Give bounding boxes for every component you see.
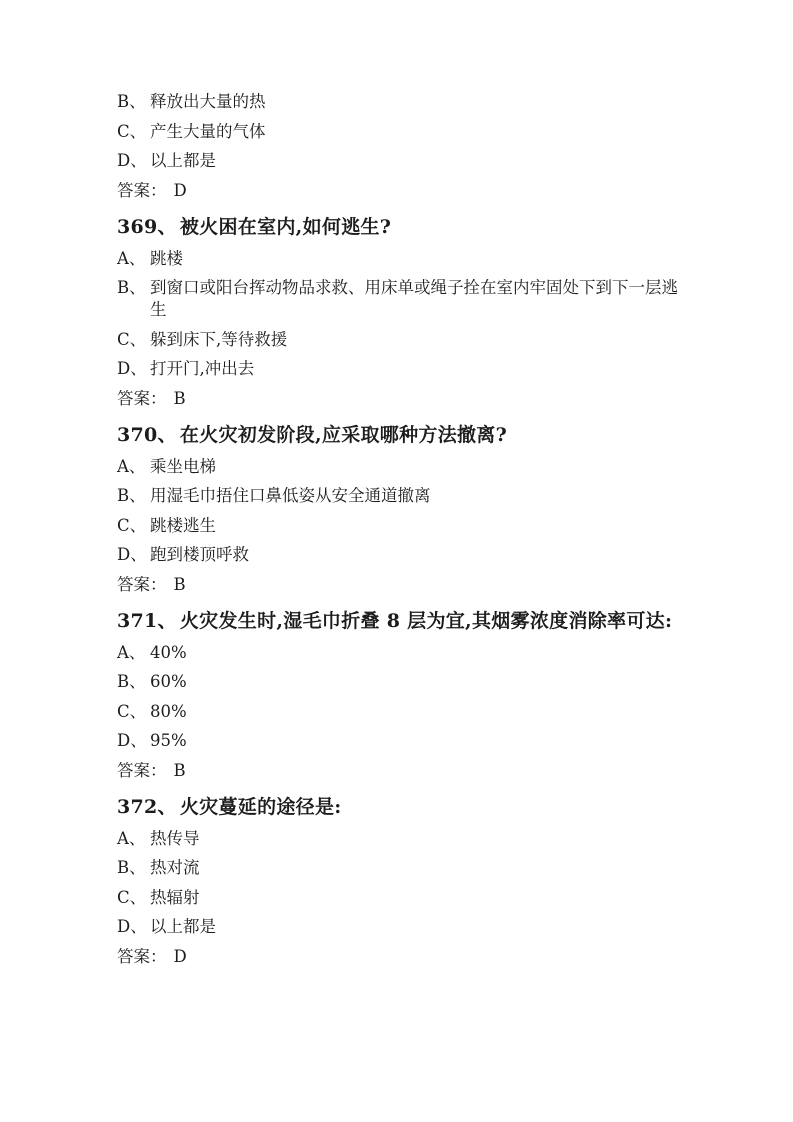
option-text: 跑到楼顶呼救: [150, 545, 249, 564]
question-title-text: 在火灾初发阶段,应采取哪种方法撤离?: [179, 424, 508, 446]
option-letter: D、: [117, 151, 147, 170]
question-block: [117, 214, 683, 410]
option-letter: C、: [117, 515, 147, 535]
question-title: [117, 794, 683, 820]
option-row: [117, 121, 683, 143]
option-text: 热对流: [150, 858, 200, 877]
option-letter: B、: [117, 278, 146, 297]
option-letter: A、: [117, 828, 146, 848]
answer-row: [117, 760, 683, 782]
option-letter: B、: [117, 486, 146, 505]
option-text: 释放出大量的热: [150, 92, 266, 111]
option-letter: D、: [117, 359, 147, 378]
option-row: [117, 916, 683, 938]
partial-question-block: [117, 91, 683, 202]
option-text: 用湿毛巾捂住口鼻低姿从安全通道撤离: [150, 486, 431, 505]
question-title-text: 火灾发生时,湿毛巾折叠 8 层为宜,其烟雾浓度消除率可达:: [179, 610, 673, 632]
question-title: [117, 608, 683, 634]
answer-label: 答案：: [117, 180, 167, 200]
option-row: [117, 857, 683, 879]
option-row: [117, 515, 683, 537]
answer-row: [117, 388, 683, 410]
option-text: 95%: [150, 731, 187, 750]
answer-value: B: [173, 760, 186, 780]
option-letter: B、: [117, 858, 146, 877]
option-row: [117, 701, 683, 723]
question-title-text: 被火困在室内,如何逃生?: [179, 216, 392, 238]
option-text: 以上都是: [150, 917, 216, 936]
question-number: 369、: [117, 216, 177, 238]
question-number: 370、: [117, 424, 177, 446]
question-number: 372、: [117, 796, 177, 818]
option-text: 到窗口或阳台挥动物品求救、用床单或绳子拴在室内牢固处下到下一层逃生: [150, 278, 678, 319]
option-text: 80%: [150, 701, 187, 721]
option-text: 热辐射: [150, 887, 200, 907]
option-letter: D、: [117, 731, 147, 750]
answer-row: [117, 946, 683, 968]
option-letter: C、: [117, 329, 147, 349]
question-block: [117, 422, 683, 596]
option-letter: B、: [117, 92, 146, 111]
option-text: 乘坐电梯: [150, 456, 216, 476]
option-row: [117, 887, 683, 909]
answer-value: D: [173, 180, 187, 200]
option-text: 产生大量的气体: [150, 121, 266, 141]
question-block: [117, 794, 683, 968]
answer-label: 答案：: [117, 760, 167, 780]
option-text: 60%: [150, 672, 187, 691]
option-row: [117, 358, 683, 380]
option-text: 跳楼逃生: [150, 515, 216, 535]
answer-label: 答案：: [117, 388, 167, 408]
answer-label: 答案：: [117, 574, 167, 594]
option-text: 以上都是: [150, 151, 216, 170]
option-text: 40%: [150, 642, 187, 662]
option-letter: D、: [117, 545, 147, 564]
option-letter: B、: [117, 672, 146, 691]
option-letter: A、: [117, 642, 146, 662]
question-title-text: 火灾蔓延的途径是:: [179, 796, 342, 818]
answer-value: B: [173, 388, 186, 408]
option-letter: A、: [117, 456, 146, 476]
option-row: [117, 544, 683, 566]
question-title: [117, 422, 683, 448]
option-letter: D、: [117, 917, 147, 936]
option-row: [117, 485, 683, 507]
option-letter: A、: [117, 248, 146, 268]
option-text: 跳楼: [150, 248, 183, 268]
option-letter: C、: [117, 701, 147, 721]
option-letter: C、: [117, 887, 147, 907]
option-row: [117, 828, 683, 850]
option-row: [117, 277, 683, 321]
option-row: [117, 671, 683, 693]
answer-label: 答案：: [117, 946, 167, 966]
option-row: [117, 91, 683, 113]
option-row: [117, 150, 683, 172]
answer-row: [117, 574, 683, 596]
question-number: 371、: [117, 610, 177, 632]
answer-value: B: [173, 574, 186, 594]
option-row: [117, 248, 683, 270]
option-letter: C、: [117, 121, 147, 141]
option-row: [117, 642, 683, 664]
option-text: 热传导: [150, 828, 200, 848]
option-row: [117, 456, 683, 478]
answer-value: D: [173, 946, 187, 966]
option-row: [117, 329, 683, 351]
option-text: 躲到床下,等待救援: [150, 329, 288, 349]
option-row: [117, 730, 683, 752]
question-title: [117, 214, 683, 240]
question-block: [117, 608, 683, 782]
option-text: 打开门,冲出去: [150, 359, 255, 378]
answer-row: [117, 180, 683, 202]
